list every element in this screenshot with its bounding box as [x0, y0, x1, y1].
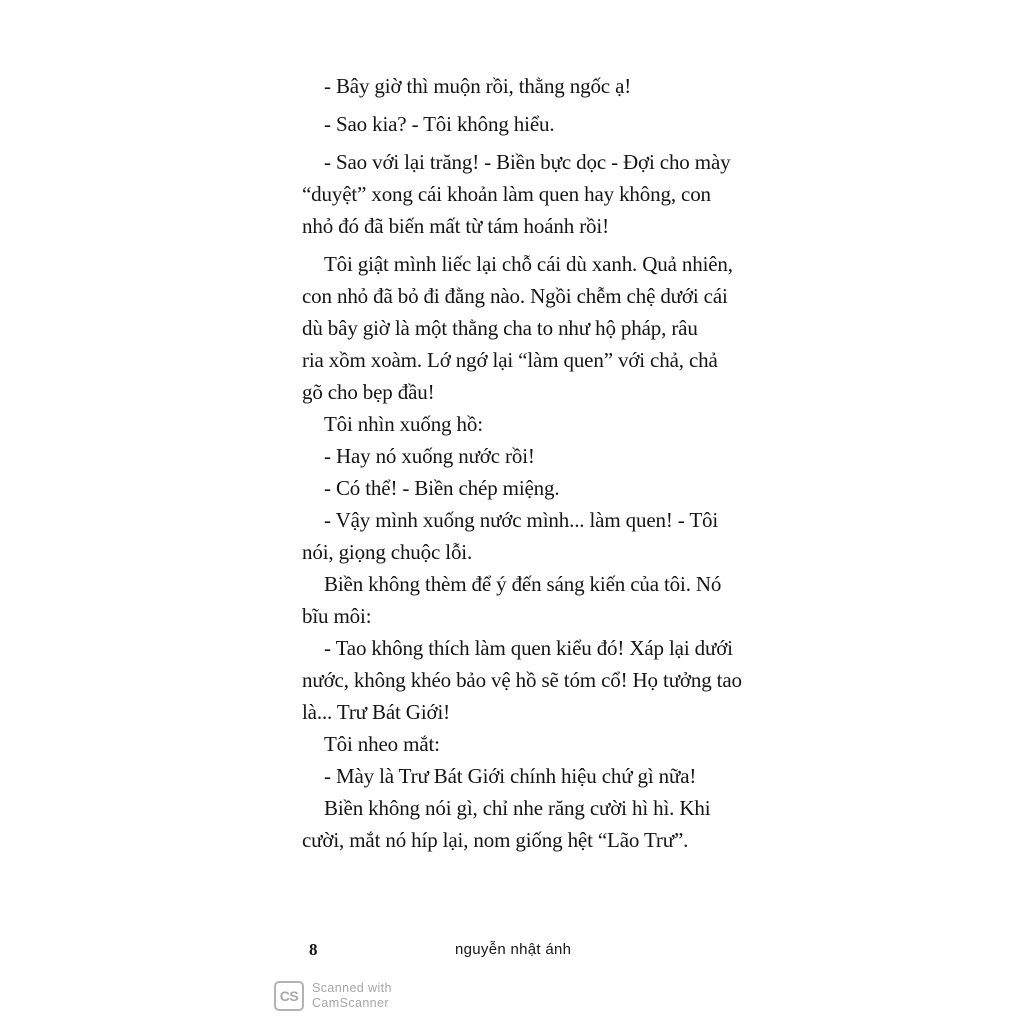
text-line: nước, không khéo bảo vệ hồ sẽ tóm cổ! Họ tưởng tao [302, 668, 742, 692]
watermark-text [312, 981, 392, 1011]
text-line: Tôi nheo mắt: [324, 732, 440, 756]
body-text [302, 70, 748, 856]
text-line: bĩu môi: [302, 604, 372, 628]
text-line: - Tao không thích làm quen kiểu đó! Xáp lại dưới [324, 636, 733, 660]
text-line: ria xồm xoàm. Lớ ngớ lại “làm quen” với chả, chả [302, 348, 718, 372]
text-line: Tôi giật mình liếc lại chỗ cái dù xanh. Quả nhiên, [324, 252, 733, 276]
text-line: - Hay nó xuống nước rồi! [324, 444, 535, 468]
text-line: Biền không thèm để ý đến sáng kiến của tôi. Nó [324, 572, 722, 596]
text-line: Tôi nhìn xuống hồ: [324, 412, 483, 436]
watermark-line-2: CamScanner [312, 996, 389, 1010]
text-line: nhỏ đó đã biến mất từ tám hoánh rồi! [302, 214, 609, 238]
text-line: gõ cho bẹp đầu! [302, 380, 435, 404]
page-number: 8 [309, 940, 318, 959]
text-line: - Bây giờ thì muộn rồi, thằng ngốc ạ! [324, 74, 632, 98]
text-line: dù bây giờ là một thằng cha to như hộ pháp, râu [302, 316, 698, 340]
text-line: - Vậy mình xuống nước mình... làm quen! - Tôi [324, 508, 719, 532]
page-footer [0, 940, 1024, 960]
watermark-line-1: Scanned with [312, 981, 392, 995]
text-line: - Mày là Trư Bát Giới chính hiệu chứ gì nữa! [324, 764, 697, 788]
text-line: “duyệt” xong cái khoản làm quen hay không, con [302, 182, 711, 206]
text-line: Biền không nói gì, chỉ nhe răng cười hì hì. Khi [324, 796, 711, 820]
text-line: - Sao kia? - Tôi không hiểu. [324, 112, 555, 136]
text-line: nói, giọng chuộc lỗi. [302, 540, 473, 564]
camscanner-logo-icon: CS [274, 981, 304, 1011]
text-line: - Có thể! - Biền chép miệng. [324, 476, 560, 500]
text-line: con nhỏ đã bỏ đi đằng nào. Ngồi chễm chệ dưới cái [302, 284, 728, 308]
author-name: nguyễn nhật ánh [455, 941, 572, 958]
camscanner-watermark [274, 979, 392, 1013]
text-line: cười, mắt nó híp lại, nom giống hệt “Lão Trư”. [302, 828, 689, 852]
text-line: - Sao với lại trăng! - Biền bực dọc - Đợi cho mày [324, 150, 731, 174]
text-line: là... Trư Bát Giới! [302, 700, 450, 724]
